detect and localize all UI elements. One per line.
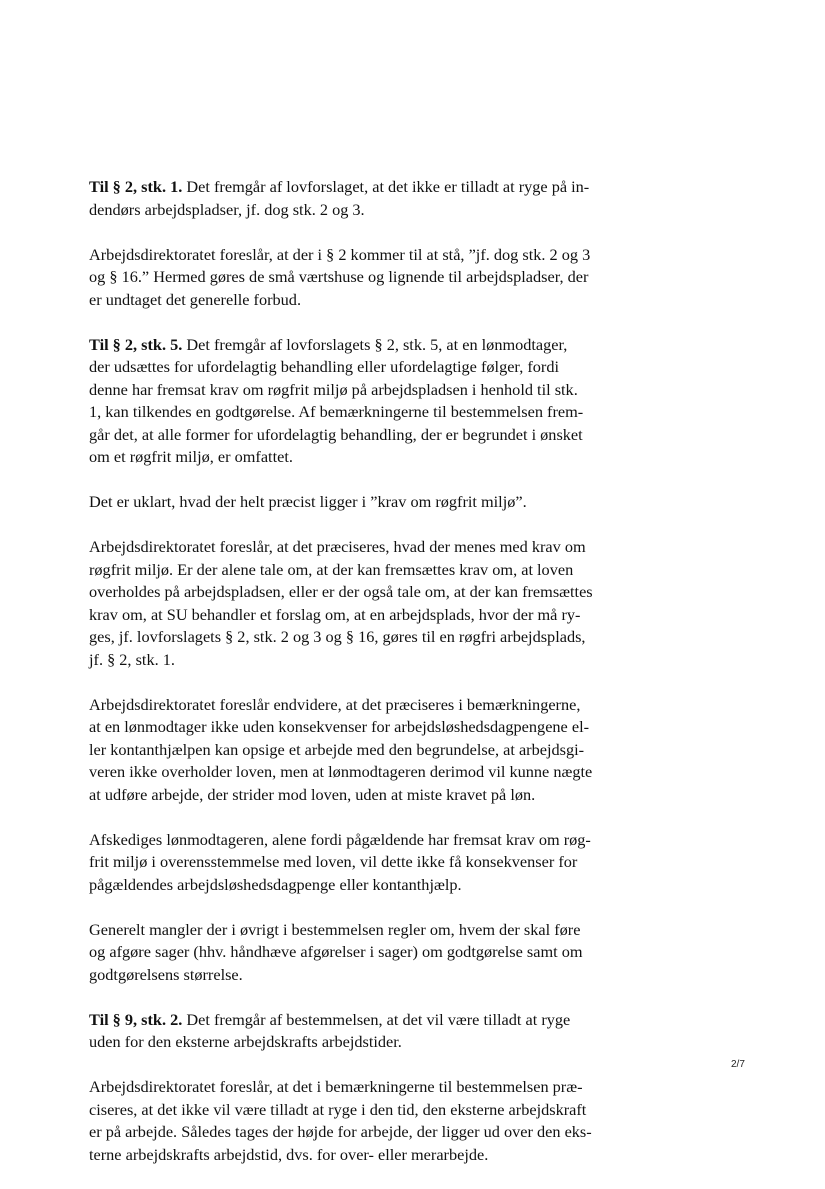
- text-line: terne arbejdskrafts arbejdstid, dvs. for over- eller merarbejde.: [89, 1144, 489, 1164]
- paragraph: [89, 829, 619, 897]
- text-line: om et røgfrit miljø, er omfattet.: [89, 447, 293, 466]
- text-line: er på arbejde. Således tages der højde for arbejde, der ligger ud over den eks-: [89, 1122, 592, 1141]
- paragraph: [89, 244, 619, 312]
- text-line: og § 16.” Hermed gøres de små værtshuse og lignende til arbejdspladser, der: [89, 267, 589, 286]
- text-line: at udføre arbejde, der strider mod loven, uden at miste kravet på løn.: [89, 784, 536, 804]
- paragraph: [89, 491, 619, 514]
- paragraph: [89, 1009, 619, 1054]
- text-line: 1, kan tilkendes en godtgørelse. Af bemærkningerne til bestemmelsen frem-: [89, 402, 584, 421]
- text-line: er undtaget det generelle forbud.: [89, 289, 302, 309]
- text-line: røgfrit miljø. Er der alene tale om, at der kan fremsættes krav om, at loven: [89, 559, 574, 579]
- paragraph: [89, 334, 619, 469]
- text-line: pågældendes arbejdsløshedsdagpenge eller kontanthjælp.: [89, 874, 462, 894]
- section-heading: Til § 2, stk. 1.: [89, 177, 183, 196]
- text-line: Det er uklart, hvad der helt præcist ligger i ”krav om røgfrit miljø”.: [89, 492, 527, 511]
- text-line: og afgøre sager (hhv. håndhæve afgørelser i sager) om godtgørelse samt om: [89, 942, 583, 961]
- paragraph: [89, 536, 619, 671]
- text-line: jf. § 2, stk. 1.: [89, 649, 175, 669]
- text-line: Det fremgår af lovforslagets § 2, stk. 5, at en lønmodtager,: [186, 334, 568, 354]
- text-line: Arbejdsdirektoratet foreslår, at det præciseres, hvad der menes med krav om: [89, 537, 586, 556]
- text-line: overholdes på arbejdspladsen, eller er der også tale om, at der kan fremsættes: [89, 582, 593, 601]
- paragraph: [89, 694, 619, 807]
- section-heading: Til § 9, stk. 2.: [89, 1009, 183, 1029]
- text-line: krav om, at SU behandler et forslag om, at en arbejdsplads, hvor der må ry-: [89, 604, 581, 624]
- text-line: uden for den eksterne arbejdskrafts arbejdstider.: [89, 1032, 402, 1051]
- text-line: der udsættes for ufordelagtig behandling eller ufordelagtige følger, fordi: [89, 357, 559, 376]
- text-line: dendørs arbejdspladser, jf. dog stk. 2 og 3.: [89, 199, 365, 219]
- text-line: veren ikke overholder loven, men at lønmodtageren derimod vil kunne nægte: [89, 762, 593, 781]
- text-line: Afskediges lønmodtageren, alene fordi pågældende har fremsat krav om røg-: [89, 829, 591, 849]
- text-line: denne har fremsat krav om røgfrit miljø på arbejdspladsen i henhold til stk.: [89, 379, 578, 399]
- page-number: 2/7: [731, 1059, 745, 1070]
- text-line: Arbejdsdirektoratet foreslår, at det i bemærkningerne til bestemmelsen præ-: [89, 1077, 583, 1096]
- text-line: går det, at alle former for ufordelagtig behandling, der er begrundet i ønsket: [89, 424, 583, 444]
- text-line: ciseres, at det ikke vil være tilladt at ryge i den tid, den eksterne arbejdskraft: [89, 1099, 587, 1119]
- paragraph: [89, 919, 619, 987]
- text-line: Arbejdsdirektoratet foreslår endvidere, at det præciseres i bemærkningerne,: [89, 694, 581, 714]
- text-line: godtgørelsens størrelse.: [89, 964, 243, 984]
- text-line: at en lønmodtager ikke uden konsekvenser for arbejdsløshedsdagpengene el-: [89, 717, 590, 736]
- text-line: Generelt mangler der i øvrigt i bestemmelsen regler om, hvem der skal føre: [89, 919, 581, 939]
- paragraph: [89, 1076, 619, 1166]
- text-line: Arbejdsdirektoratet foreslår, at der i § 2 kommer til at stå, ”jf. dog stk. 2 og 3: [89, 244, 591, 264]
- text-line: frit miljø i overensstemmelse med loven, vil dette ikke få konsekvenser for: [89, 852, 578, 871]
- paragraph: [89, 176, 619, 221]
- document-body: [89, 176, 619, 1189]
- text-line: ges, jf. lovforslagets § 2, stk. 2 og 3 og § 16, gøres til en røgfri arbejdsplads,: [89, 627, 586, 646]
- text-line: Det fremgår af lovforslaget, at det ikke er tilladt at ryge på in-: [186, 177, 590, 196]
- text-line: ler kontanthjælpen kan opsige et arbejde med den begrundelse, at arbejdsgi-: [89, 739, 585, 759]
- text-line: Det fremgår af bestemmelsen, at det vil være tilladt at ryge: [186, 1009, 571, 1029]
- section-heading: Til § 2, stk. 5.: [89, 334, 183, 354]
